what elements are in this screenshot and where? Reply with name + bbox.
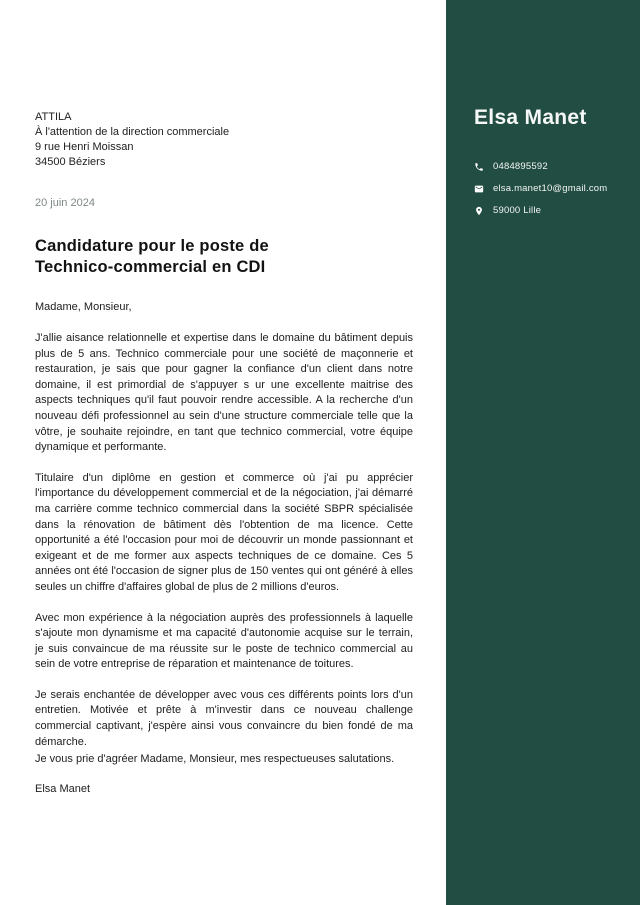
letter-title-line2: Technico-commercial en CDI: [35, 258, 266, 276]
recipient-city: 34500 Béziers: [35, 156, 106, 168]
contact-phone-value: 0484895592: [493, 161, 548, 172]
phone-icon: [474, 162, 484, 172]
recipient-block: [35, 110, 413, 170]
contact-location: [474, 205, 640, 216]
contact-location-value: 59000 Lille: [493, 205, 542, 216]
salutation: Madame, Monsieur,: [35, 301, 132, 313]
location-icon: [474, 206, 484, 216]
candidate-name: Elsa Manet: [474, 106, 587, 129]
sidebar: [446, 0, 640, 905]
letter-body: [35, 0, 413, 795]
recipient-company: ATTILA: [35, 111, 72, 123]
paragraph-2: Titulaire d'un diplôme en gestion et commerce où j'ai pu apprécier l'importance du développement commercial et de la négociation, j'ai démarré ma carrière comme technico commercial dans la société SBPR spécialisée dans la rénovation de bâtiment dès l'obtention de ma licence. Cette opportunité a été l'occasion pour moi de découvrir un monde passionnant et exigeant et de me former aux aspects techniques de ce domaine. Ces 5 années ont été l'occasion de signer plus de 150 ventes qui ont généré à elles seules un chiffre d'affaires global de plus de 2 millions d'euros.: [35, 471, 413, 593]
paragraph-3: Avec mon expérience à la négociation auprès des professionnels à laquelle s'ajoute mon dynamisme et ma capacité d'autonomie acquise sur le terrain, je suis convaincue de ma réussite sur le poste de technico commercial au sein de votre entreprise de réparation et maintenance de toitures.: [35, 611, 413, 671]
contact-email: [474, 183, 640, 194]
closing-formula: Je vous prie d'agréer Madame, Monsieur, mes respectueuses salutations.: [35, 753, 395, 766]
recipient-attention: À l'attention de la direction commerciale: [35, 126, 230, 138]
contact-phone: [474, 161, 640, 172]
paragraph-1: J'allie aisance relationnelle et expertise dans le domaine du bâtiment depuis plus de 5 ans. Technico commerciale pour une société de maçonnerie et restauration, je sais que pour gagner la confiance d'un client dans notre domaine, il est primordial de s'appuyer s ur une excellente maitrise des aspects techniques qu'il faut pouvoir rendre accessible. A la recherche d'un nouveau défi professionnel au sein d'une structure commerciale telle que la vôtre, je souhaite rejoindre, en tant que technico commercial, votre équipe dynamique et performante.: [35, 332, 413, 454]
letter-title: [35, 236, 413, 278]
letter-title-line1: Candidature pour le poste de: [35, 237, 269, 255]
paragraph-4: Je serais enchantée de développer avec vous ces différents points lors d'un entretien. Motivée et prête à m'investir dans ce nouveau challenge commercial captivant, j'espère ainsi vous convaincre du bien fondé de ma démarche.: [35, 688, 413, 748]
letter-date: 20 juin 2024: [35, 197, 95, 209]
recipient-street: 9 rue Henri Moissan: [35, 141, 134, 153]
email-icon: [474, 184, 484, 194]
contact-email-value: elsa.manet10@gmail.com: [493, 183, 608, 194]
signature: Elsa Manet: [35, 782, 91, 795]
contact-list: [474, 161, 640, 216]
